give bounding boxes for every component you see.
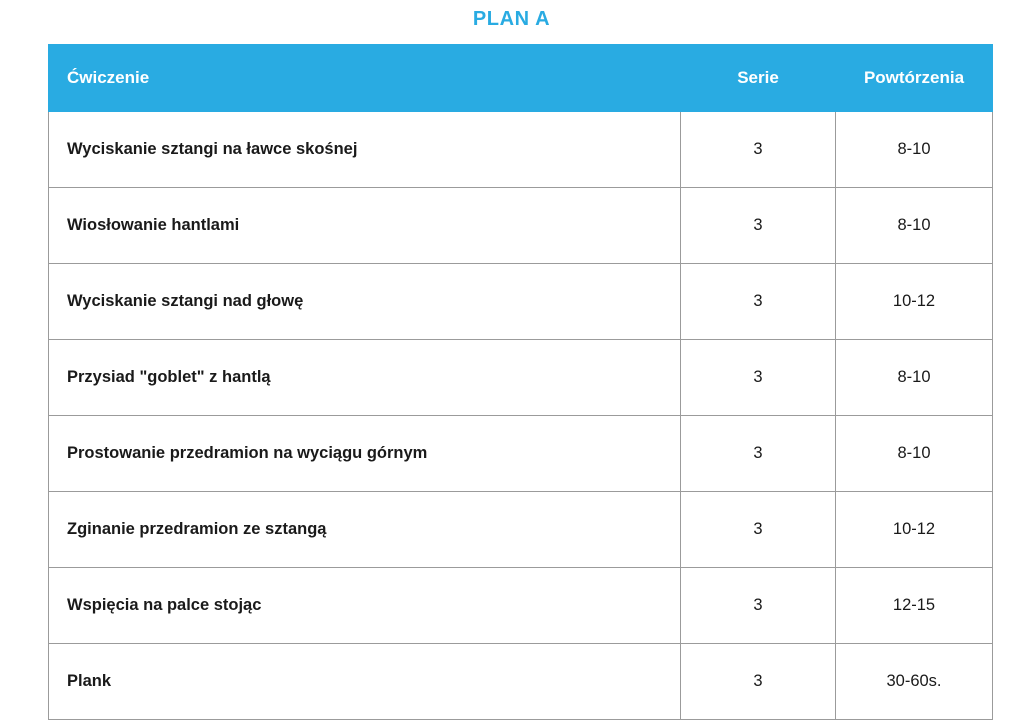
cell-sets: 3: [681, 112, 836, 188]
cell-exercise: Prostowanie przedramion na wyciągu górnym: [49, 416, 681, 492]
cell-sets: 3: [681, 340, 836, 416]
cell-reps: 10-12: [836, 492, 993, 568]
cell-sets: 3: [681, 644, 836, 720]
table-row: [49, 112, 993, 188]
cell-reps: 8-10: [836, 188, 993, 264]
cell-exercise: Zginanie przedramion ze sztangą: [49, 492, 681, 568]
table-row: [49, 264, 993, 340]
table-header-row: [49, 45, 993, 112]
cell-exercise: Plank: [49, 644, 681, 720]
table-header: [49, 45, 993, 112]
cell-reps: 12-15: [836, 568, 993, 644]
cell-sets: 3: [681, 188, 836, 264]
table-row: [49, 568, 993, 644]
cell-sets: 3: [681, 492, 836, 568]
column-header-reps: Powtórzenia: [836, 45, 993, 112]
cell-sets: 3: [681, 264, 836, 340]
cell-exercise: Wiosłowanie hantlami: [49, 188, 681, 264]
page-title: PLAN A: [472, 8, 551, 30]
table-row: [49, 188, 993, 264]
cell-exercise: Wyciskanie sztangi na ławce skośnej: [49, 112, 681, 188]
cell-sets: 3: [681, 416, 836, 492]
column-header-exercise: Ćwiczenie: [49, 45, 681, 112]
cell-reps: 8-10: [836, 112, 993, 188]
table-row: [49, 340, 993, 416]
column-header-sets: Serie: [681, 45, 836, 112]
table-body: [49, 112, 993, 720]
table-row: [49, 644, 993, 720]
workout-table: [48, 44, 993, 720]
cell-exercise: Przysiad "goblet" z hantlą: [49, 340, 681, 416]
workout-table-container: [48, 44, 968, 720]
cell-reps: 10-12: [836, 264, 993, 340]
table-row: [49, 416, 993, 492]
cell-reps: 30-60s.: [836, 644, 993, 720]
cell-exercise: Wspięcia na palce stojąc: [49, 568, 681, 644]
cell-sets: 3: [681, 568, 836, 644]
cell-reps: 8-10: [836, 340, 993, 416]
cell-exercise: Wyciskanie sztangi nad głowę: [49, 264, 681, 340]
cell-reps: 8-10: [836, 416, 993, 492]
table-row: [49, 492, 993, 568]
